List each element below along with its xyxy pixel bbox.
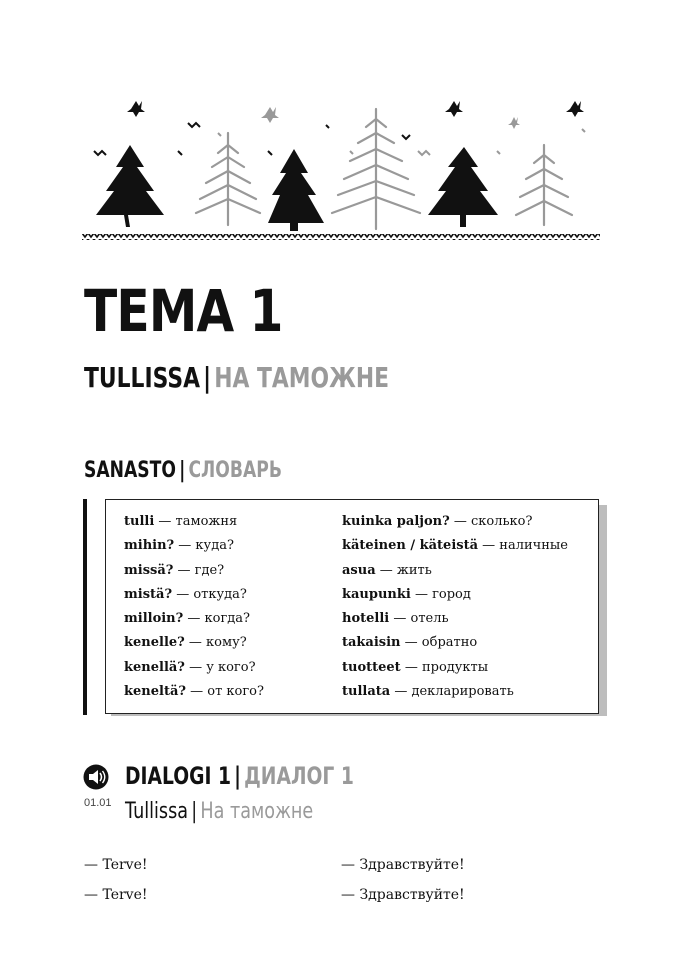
- speaker-icon[interactable]: [83, 764, 109, 790]
- dialog-title-fi: DIALOGI 1: [125, 762, 232, 790]
- dialog-line-fi: — Terve!: [84, 887, 148, 903]
- dialog-subtitle-separator: |: [191, 799, 198, 824]
- vocab-item: missä? — где?: [124, 562, 225, 578]
- theme-title: TEMA 1: [84, 277, 283, 345]
- vocabulary-title-fi: SANASTO: [84, 458, 176, 483]
- vocabulary-title: [84, 460, 282, 482]
- vocab-item: tuotteet — продукты: [342, 659, 489, 675]
- vocabulary-title-ru: СЛОВАРЬ: [188, 458, 282, 483]
- vocabulary-box: [105, 499, 599, 714]
- vocab-item: keneltä? — от кого?: [124, 684, 264, 700]
- dialog-subtitle-fi: Tullissa: [125, 799, 189, 824]
- vocabulary-side-bar: [83, 499, 87, 715]
- audio-track-number: 01.01: [84, 797, 112, 809]
- vocab-item: kaupunki — город: [342, 586, 471, 602]
- vocab-item: kenelle? — кому?: [124, 635, 247, 651]
- vocab-item: käteinen / käteistä — наличные: [342, 538, 568, 554]
- dialog-title: [125, 764, 354, 788]
- vocab-item: hotelli — отель: [342, 611, 449, 627]
- dialog-line-ru: — Здравствуйте!: [341, 887, 465, 903]
- dialog-separator: |: [234, 762, 242, 790]
- vocabulary-left-column: [124, 510, 264, 704]
- vocabulary-separator: |: [179, 458, 186, 483]
- dialog-title-ru: ДИАЛОГ 1: [244, 762, 354, 790]
- vocab-item: kenellä? — у кого?: [124, 659, 256, 675]
- theme-subtitle-fi: TULLISSA: [84, 361, 200, 394]
- vocab-item: tulli — таможня: [124, 514, 238, 529]
- theme-subtitle-ru: НА ТАМОЖНЕ: [214, 361, 390, 394]
- vocab-item: milloin? — когда?: [124, 611, 251, 627]
- vocabulary-right-column: [342, 510, 568, 704]
- vocab-item: takaisin — обратно: [342, 635, 478, 651]
- dialog-subtitle: [125, 801, 313, 823]
- vocab-item: asua — жить: [342, 562, 432, 578]
- vocab-item: tullata — декларировать: [342, 684, 514, 700]
- dialog-subtitle-ru: На таможне: [200, 799, 314, 824]
- dialog-line-fi: — Terve!: [84, 857, 148, 873]
- vocab-item: mihin? — куда?: [124, 538, 234, 554]
- knitted-forest-banner-icon: [82, 95, 600, 245]
- theme-subtitle: [84, 361, 390, 394]
- theme-separator: |: [203, 361, 212, 394]
- vocab-item: kuinka paljon? — сколько?: [342, 514, 533, 529]
- vocab-item: mistä? — откуда?: [124, 586, 247, 602]
- dialog-line-ru: — Здравствуйте!: [341, 857, 465, 873]
